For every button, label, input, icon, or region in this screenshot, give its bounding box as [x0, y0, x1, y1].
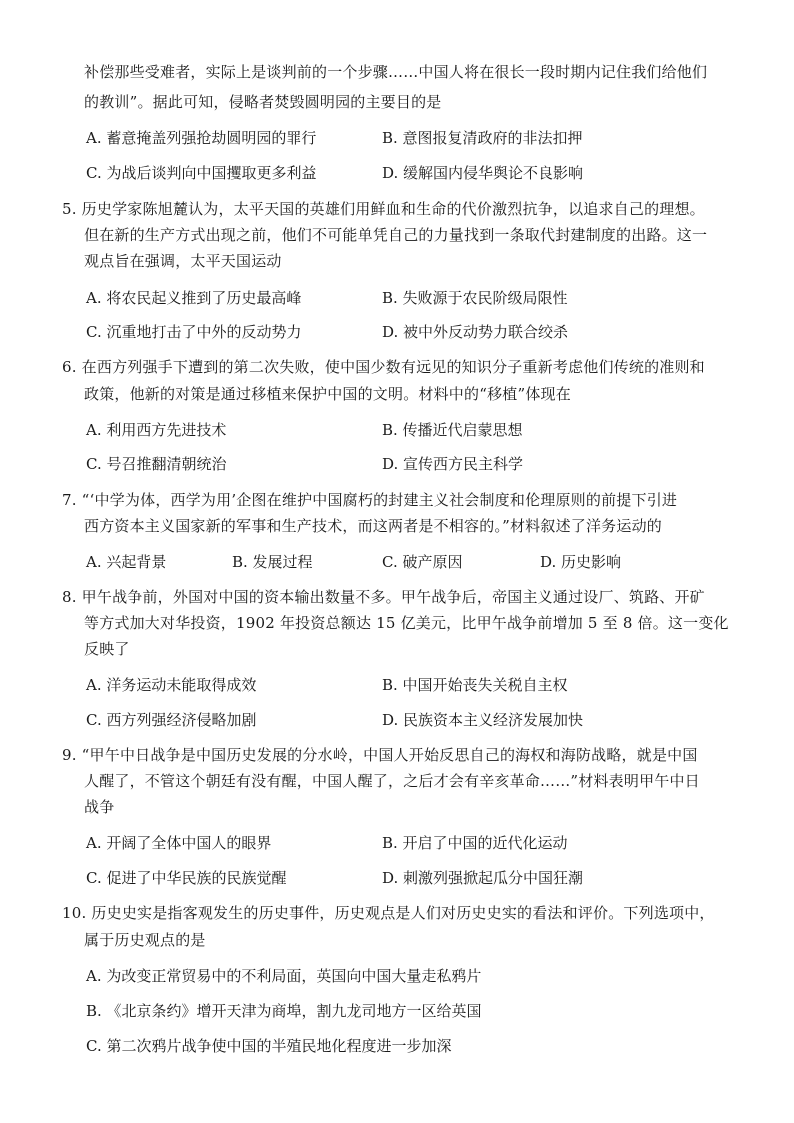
- q8-stem-line-1: 8. 甲午战争前，外国对中国的资本输出数量不多。甲午战争后，帝国主义通过设厂、筑路、开矿: [62, 588, 705, 606]
- q5-stem-line-3: 观点旨在强调，太平天国运动: [84, 252, 282, 270]
- q7-option-b: B. 发展过程: [232, 553, 313, 571]
- q8-option-c: C. 西方列强经济侵略加剧: [86, 711, 257, 729]
- q9-option-a: A. 开阔了全体中国人的眼界: [86, 834, 272, 852]
- q5-option-c: C. 沉重地打击了中外的反动势力: [86, 323, 302, 341]
- q4-option-d: D. 缓解国内侵华舆论不良影响: [382, 164, 584, 182]
- q4-option-c: C. 为战后谈判向中国攫取更多利益: [86, 164, 317, 182]
- q8-stem-line-3: 反映了: [84, 640, 130, 658]
- q9-stem-line-1: 9. “甲午中日战争是中国历史发展的分水岭，中国人开始反思自己的海权和海防战略，就是中国: [62, 746, 698, 764]
- q7-stem-line-1: 7. “‘中学为体，西学为用’企图在维护中国腐朽的封建主义社会制度和伦理原则的前提下引进: [62, 491, 678, 509]
- q8-option-a: A. 洋务运动未能取得成效: [86, 676, 257, 694]
- q7-option-a: A. 兴起背景: [86, 553, 167, 571]
- q9-stem-line-3: 战争: [84, 798, 115, 816]
- q10-option-a: A. 为改变正常贸易中的不利局面，英国向中国大量走私鸦片: [86, 967, 482, 985]
- q5-option-a: A. 将农民起义推到了历史最高峰: [86, 289, 302, 307]
- q6-option-b: B. 传播近代启蒙思想: [382, 421, 523, 439]
- q10-stem-line-2: 属于历史观点的是: [84, 931, 206, 949]
- q5-stem-line-2: 但在新的生产方式出现之前，他们不可能单凭自己的力量找到一条取代封建制度的出路。这一: [84, 226, 708, 244]
- q7-option-c: C. 破产原因: [382, 553, 463, 571]
- q7-option-d: D. 历史影响: [540, 553, 622, 571]
- q8-option-d: D. 民族资本主义经济发展加快: [382, 711, 584, 729]
- q6-stem-line-1: 6. 在西方列强手下遭到的第二次失败，使中国少数有远见的知识分子重新考虑他们传统的准则和: [62, 358, 705, 376]
- q6-stem-line-2: 政策，他新的对策是通过移植来保护中国的文明。材料中的“移植”体现在: [84, 385, 571, 403]
- q4-stem-line-1: 补偿那些受难者，实际上是谈判前的一个步骤……中国人将在很长一段时期内记住我们给他们: [84, 63, 708, 81]
- q4-stem-line-2: 的教训”。据此可知，侵略者焚毁圆明园的主要目的是: [84, 93, 442, 111]
- q6-option-a: A. 利用西方先进技术: [86, 421, 227, 439]
- q9-option-d: D. 刺激列强掀起瓜分中国狂潮: [382, 869, 584, 887]
- q10-option-b: B. 《北京条约》增开天津为商埠，割九龙司地方一区给英国: [86, 1002, 482, 1020]
- q10-stem-line-1: 10. 历史史实是指客观发生的历史事件，历史观点是人们对历史史实的看法和评价。下列选项中，: [62, 904, 715, 922]
- q5-stem-line-1: 5. 历史学家陈旭麓认为，太平天国的英雄们用鲜血和生命的代价激烈抗争，以追求自己的理想。: [62, 200, 705, 218]
- q8-option-b: B. 中国开始丧失关税自主权: [382, 676, 568, 694]
- q10-option-c: C. 第二次鸦片战争使中国的半殖民地化程度进一步加深: [86, 1037, 452, 1055]
- q9-option-b: B. 开启了中国的近代化运动: [382, 834, 568, 852]
- q9-option-c: C. 促进了中华民族的民族觉醒: [86, 869, 287, 887]
- q6-option-c: C. 号召推翻清朝统治: [86, 455, 227, 473]
- q5-option-d: D. 被中外反动势力联合绞杀: [382, 323, 569, 341]
- q4-option-a: A. 蓄意掩盖列强抢劫圆明园的罪行: [86, 129, 317, 147]
- q8-stem-line-2: 等方式加大对华投资，1902 年投资总额达 15 亿美元，比甲午战争前增加 5 至 8 倍。这一变化: [84, 614, 729, 632]
- q6-option-d: D. 宣传西方民主科学: [382, 455, 524, 473]
- q5-option-b: B. 失败源于农民阶级局限性: [382, 289, 568, 307]
- q4-option-b: B. 意图报复清政府的非法扣押: [382, 129, 583, 147]
- q7-stem-line-2: 西方资本主义国家新的军事和生产技术，而这两者是不相容的。”材料叙述了洋务运动的: [84, 517, 662, 535]
- q9-stem-line-2: 人醒了，不管这个朝廷有没有醒，中国人醒了，之后才会有辛亥革命……”材料表明甲午中日: [84, 772, 700, 790]
